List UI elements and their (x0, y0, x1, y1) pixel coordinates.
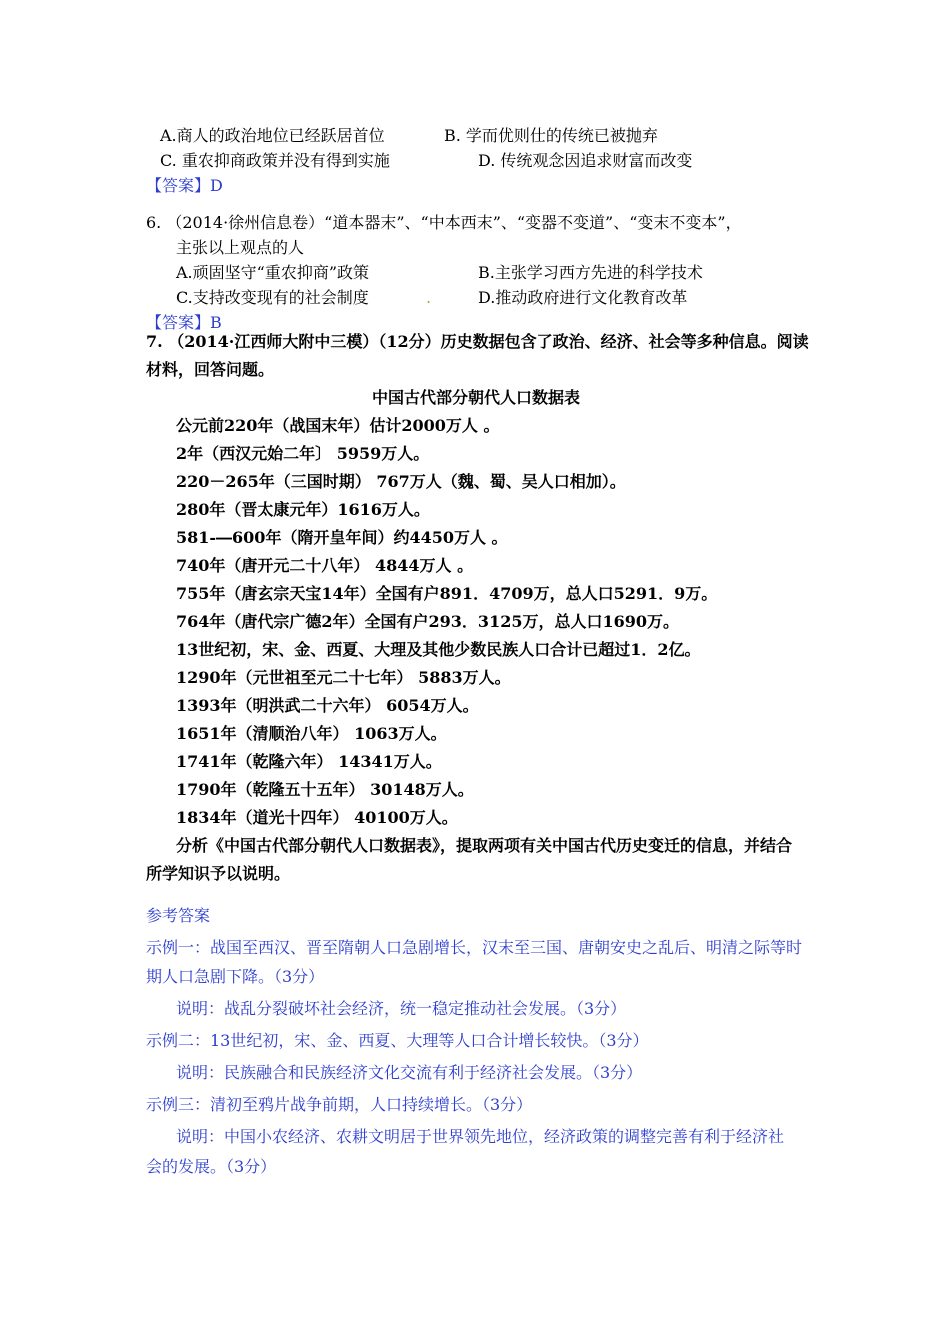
population-row: 1290年（元世祖至元二十七年） 5883万人。 (176, 668, 511, 687)
reference-title: 参考答案 (146, 906, 211, 925)
example3-line1: 示例三：清初至鸦片战争前期，人口持续增长。（3分） (146, 1095, 533, 1114)
q6-stem-line2: 主张以上观点的人 (176, 238, 305, 257)
q6-option-b: B.主张学习西方先进的科学技术 (478, 263, 703, 282)
q6-option-d: D.推动政府进行文化教育改革 (478, 288, 688, 307)
example3-explanation-line2: 会的发展。（3分） (146, 1157, 277, 1176)
population-row: 13世纪初，宋、金、西夏、大理及其他少数民族人口合计已超过1．2亿。 (176, 640, 701, 659)
q5-option-d: D. 传统观念因追求财富而改变 (478, 151, 693, 170)
population-row: 1651年（清顺治八年） 1063万人。 (176, 724, 447, 743)
q6-option-a: A.顽固坚守“重农抑商”政策 (176, 263, 370, 282)
population-row: 220－265年（三国时期） 767万人（魏、蜀、吴人口相加）。 (176, 472, 626, 491)
population-row: 280年（晋太康元年）1616万人。 (176, 500, 430, 519)
example1-line1: 示例一：战国至西汉、晋至隋朝人口急剧增长，汉末至三国、唐朝安史之乱后、明清之际等时 (146, 938, 803, 957)
example2-explanation: 说明：民族融合和民族经济文化交流有利于经济社会发展。（3分） (176, 1063, 643, 1082)
answer-value: D (210, 176, 223, 195)
example1-explanation: 说明：战乱分裂破坏社会经济，统一稳定推动社会发展。（3分） (176, 999, 627, 1018)
q7-question-line1: 分析《中国古代部分朝代人口数据表》，提取两项有关中国古代历史变迁的信息，并结合 (176, 836, 793, 855)
q6-stem-line1: 6. （2014·徐州信息卷）“道本器末”、“中本西末”、“变器不变道”、“变末不变本”， (146, 213, 742, 232)
answer-label: 【答案】 (146, 176, 211, 195)
q5-answer (146, 175, 223, 197)
q7-stem-line2: 材料，回答问题。 (146, 360, 275, 379)
q7-stem-line1: 7. （2014·江西师大附中三模）（12分）历史数据包含了政治、经济、社会等多种信息。阅读 (146, 332, 809, 351)
q7-question-line2: 所学知识予以说明。 (146, 864, 291, 883)
population-row: 2年（西汉元始二年〕 5959万人。 (176, 444, 430, 463)
q5-option-b: B. 学而优则仕的传统已被抛弃 (444, 126, 658, 145)
population-row: 1834年（道光十四年） 40100万人。 (176, 808, 458, 827)
table-title: 中国古代部分朝代人口数据表 (372, 388, 581, 407)
q5-option-a: A.商人的政治地位已经跃居首位 (160, 126, 385, 145)
example3-explanation-line1: 说明：中国小农经济、农耕文明居于世界领先地位，经济政策的调整完善有利于经济社 (176, 1127, 785, 1146)
population-row: 1741年（乾隆六年） 14341万人。 (176, 752, 442, 771)
q5-option-c: C. 重农抑商政策并没有得到实施 (160, 151, 390, 170)
population-row: 755年（唐玄宗天宝14年）全国有户891．4709万，总人口5291．9万。 (176, 584, 718, 603)
answer-label: 【答案】 (146, 313, 211, 332)
population-row: 764年（唐代宗广德2年）全国有户293．3125万，总人口1690万。 (176, 612, 679, 631)
q6-option-c: C.支持改变现有的社会制度 (176, 288, 369, 307)
q6-stray-dot: . (426, 288, 432, 307)
answer-value: B (210, 313, 222, 332)
population-row: 公元前220年（战国末年）估计2000万人 。 (176, 416, 500, 435)
population-row: 581-―600年（隋开皇年间）约4450万人 。 (176, 528, 508, 547)
population-row: 740年（唐开元二十八年） 4844万人 。 (176, 556, 474, 575)
population-row: 1393年（明洪武二十六年） 6054万人。 (176, 696, 479, 715)
example1-line2: 期人口急剧下降。（3分） (146, 967, 325, 986)
population-row: 1790年（乾隆五十五年） 30148万人。 (176, 780, 474, 799)
example2-line1: 示例二：13世纪初，宋、金、西夏、大理等人口合计增长较快。（3分） (146, 1031, 649, 1050)
